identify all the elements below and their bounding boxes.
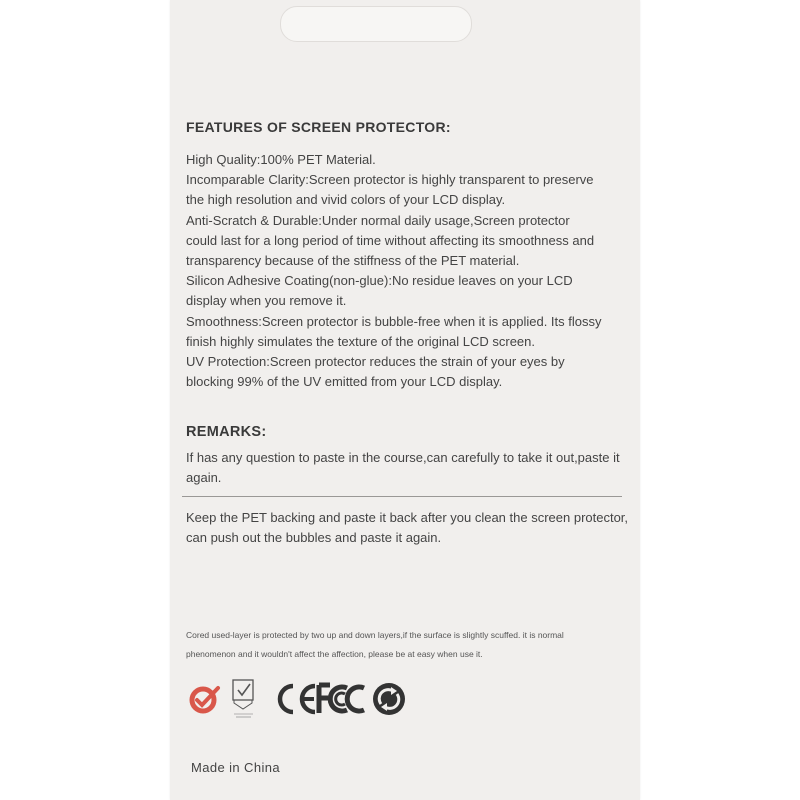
features-line: display when you remove it. — [186, 293, 347, 309]
recycle-icon — [372, 682, 406, 716]
fine-print — [186, 626, 564, 664]
features-line: Silicon Adhesive Coating(non-glue):No residue leaves on your LCD — [186, 273, 573, 289]
tip-line: can push out the bubbles and paste it again. — [186, 530, 442, 546]
hang-hole — [280, 6, 472, 42]
features-line: transparency because of the stiffness of the PET material. — [186, 253, 520, 269]
features-line: Smoothness:Screen protector is bubble-free when it is applied. Its flossy — [186, 313, 602, 329]
features-line: could last for a long period of time without affecting its smoothness and — [186, 232, 595, 248]
remarks-list — [186, 448, 620, 488]
features-line: Incomparable Clarity:Screen protector is highly transparent to preserve — [186, 172, 594, 188]
features-line: the high resolution and vivid colors of your LCD display. — [186, 192, 506, 208]
remarks-line: again. — [186, 470, 222, 486]
fine-print-line: Cored used-layer is protected by two up and down layers,if the surface is slightly scuffed. it is normal — [186, 630, 564, 640]
made-in-label: Made in China — [191, 760, 281, 775]
tip-list — [186, 508, 628, 548]
features-line: Anti-Scratch & Durable:Under normal daily usage,Screen protector — [186, 212, 570, 228]
tip-line: Keep the PET backing and paste it back after you clean the screen protector, — [186, 510, 629, 525]
section-divider — [182, 496, 622, 497]
features-line: finish highly simulates the texture of the original LCD screen. — [186, 333, 536, 349]
remarks-line: If has any question to paste in the course,can carefully to take it out,paste it — [186, 450, 620, 465]
quality-mark-icon — [188, 684, 222, 716]
fcc-mark-icon — [316, 682, 368, 716]
ce-mark-icon — [274, 682, 318, 716]
ukas-certification-icon — [230, 678, 258, 720]
remarks-heading: REMARKS: — [186, 424, 267, 440]
features-line: blocking 99% of the UV emitted from your LCD display. — [186, 374, 503, 390]
features-list — [186, 150, 602, 392]
features-heading: FEATURES OF SCREEN PROTECTOR: — [186, 119, 451, 135]
fine-print-line: phenomenon and it wouldn't affect the affection, please be at easy when use it. — [186, 649, 483, 659]
features-line: High Quality:100% PET Material. — [186, 152, 376, 167]
features-line: UV Protection:Screen protector reduces the strain of your eyes by — [186, 354, 565, 370]
